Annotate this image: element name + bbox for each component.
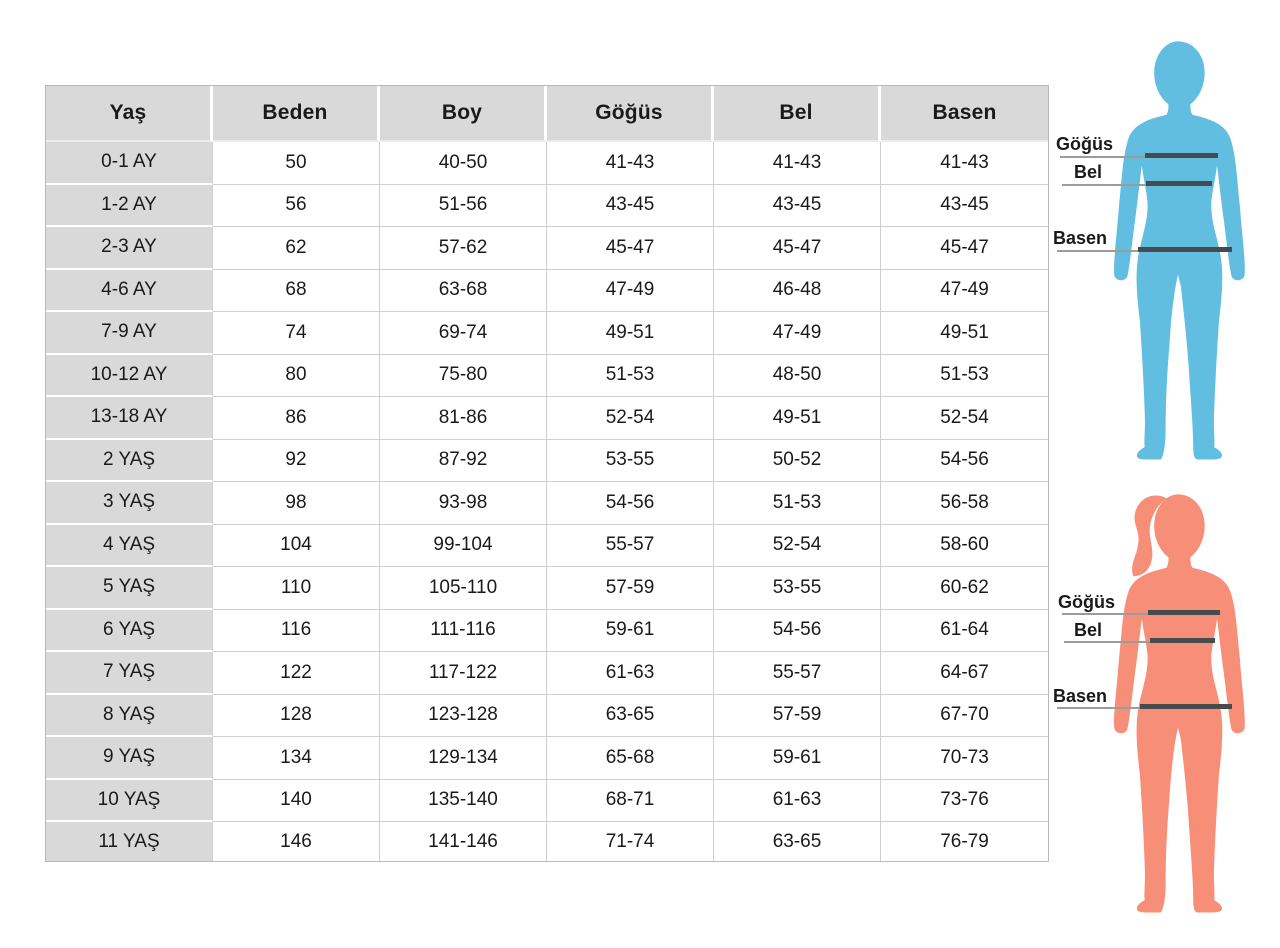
value-cell: 87-92 [380,440,547,483]
boy-chest-label: Göğüs [1056,134,1113,154]
table-row [46,610,1048,653]
table-row [46,355,1048,398]
value-cell: 58-60 [881,525,1048,568]
value-cell: 65-68 [547,737,714,780]
value-cell: 57-59 [547,567,714,610]
value-cell: 52-54 [714,525,881,568]
value-cell: 53-55 [714,567,881,610]
size-table-wrap [45,85,1049,862]
value-cell: 73-76 [881,780,1048,823]
value-cell: 55-57 [547,525,714,568]
row-header-cell: 4-6 AY [46,270,213,313]
value-cell: 41-43 [547,142,714,185]
value-cell: 61-63 [547,652,714,695]
girl-waist-label: Bel [1074,620,1103,640]
value-cell: 49-51 [881,312,1048,355]
column-header-4: Bel [714,86,881,142]
value-cell: 57-59 [714,695,881,738]
table-row [46,482,1048,525]
size-table-head [46,86,1048,142]
row-header-cell: 9 YAŞ [46,737,213,780]
value-cell: 62 [213,227,380,270]
value-cell: 63-65 [547,695,714,738]
value-cell: 41-43 [881,142,1048,185]
value-cell: 55-57 [714,652,881,695]
value-cell: 71-74 [547,822,714,861]
row-header-cell: 7 YAŞ [46,652,213,695]
column-header-1: Beden [213,86,380,142]
value-cell: 116 [213,610,380,653]
table-row [46,652,1048,695]
value-cell: 98 [213,482,380,525]
value-cell: 48-50 [714,355,881,398]
row-header-cell: 2 YAŞ [46,440,213,483]
row-header-cell: 1-2 AY [46,185,213,228]
girl-figure [1078,474,1278,932]
value-cell: 61-63 [714,780,881,823]
row-header-cell: 13-18 AY [46,397,213,440]
boy-hip-label: Basen [1053,228,1108,248]
value-cell: 51-53 [547,355,714,398]
girl-waist-line-thick [1150,638,1215,643]
value-cell: 134 [213,737,380,780]
value-cell: 56-58 [881,482,1048,525]
value-cell: 68-71 [547,780,714,823]
value-cell: 49-51 [714,397,881,440]
value-cell: 41-43 [714,142,881,185]
table-row [46,567,1048,610]
value-cell: 61-64 [881,610,1048,653]
value-cell: 76-79 [881,822,1048,861]
size-table [45,85,1049,862]
table-row [46,737,1048,780]
value-cell: 51-53 [714,482,881,525]
row-header-cell: 0-1 AY [46,142,213,185]
boy-waist-line-thick [1146,181,1212,186]
girl-hip-line-thick [1140,704,1232,709]
value-cell: 110 [213,567,380,610]
value-cell: 60-62 [881,567,1048,610]
row-header-cell: 3 YAŞ [46,482,213,525]
value-cell: 67-70 [881,695,1048,738]
value-cell: 140 [213,780,380,823]
row-header-cell: 11 YAŞ [46,822,213,861]
value-cell: 46-48 [714,270,881,313]
table-row [46,440,1048,483]
value-cell: 68 [213,270,380,313]
value-cell: 69-74 [380,312,547,355]
value-cell: 99-104 [380,525,547,568]
value-cell: 74 [213,312,380,355]
value-cell: 54-56 [714,610,881,653]
value-cell: 59-61 [714,737,881,780]
value-cell: 70-73 [881,737,1048,780]
value-cell: 43-45 [714,185,881,228]
value-cell: 123-128 [380,695,547,738]
column-header-2: Boy [380,86,547,142]
value-cell: 51-56 [380,185,547,228]
row-header-cell: 6 YAŞ [46,610,213,653]
value-cell: 117-122 [380,652,547,695]
column-header-5: Basen [881,86,1048,142]
value-cell: 141-146 [380,822,547,861]
boy-waist-label: Bel [1074,162,1103,182]
size-table-body [46,142,1048,861]
value-cell: 105-110 [380,567,547,610]
boy-hip-line-thick [1138,247,1232,252]
table-row [46,525,1048,568]
value-cell: 111-116 [380,610,547,653]
row-header-cell: 10 YAŞ [46,780,213,823]
table-row [46,270,1048,313]
value-cell: 45-47 [547,227,714,270]
row-header-cell: 4 YAŞ [46,525,213,568]
row-header-cell: 5 YAŞ [46,567,213,610]
boy-chest-line-thick [1145,153,1218,158]
value-cell: 81-86 [380,397,547,440]
value-cell: 63-65 [714,822,881,861]
value-cell: 128 [213,695,380,738]
row-header-cell: 7-9 AY [46,312,213,355]
row-header-cell: 10-12 AY [46,355,213,398]
value-cell: 47-49 [547,270,714,313]
value-cell: 54-56 [881,440,1048,483]
value-cell: 129-134 [380,737,547,780]
value-cell: 45-47 [881,227,1048,270]
table-row [46,695,1048,738]
row-header-cell: 8 YAŞ [46,695,213,738]
column-header-0: Yaş [46,86,213,142]
value-cell: 54-56 [547,482,714,525]
value-cell: 135-140 [380,780,547,823]
value-cell: 146 [213,822,380,861]
value-cell: 43-45 [547,185,714,228]
value-cell: 50 [213,142,380,185]
value-cell: 51-53 [881,355,1048,398]
table-row [46,397,1048,440]
value-cell: 53-55 [547,440,714,483]
value-cell: 59-61 [547,610,714,653]
value-cell: 47-49 [881,270,1048,313]
value-cell: 43-45 [881,185,1048,228]
girl-chest-line-thick [1148,610,1220,615]
table-row [46,227,1048,270]
value-cell: 92 [213,440,380,483]
table-row [46,185,1048,228]
value-cell: 40-50 [380,142,547,185]
row-header-cell: 2-3 AY [46,227,213,270]
value-cell: 122 [213,652,380,695]
size-table-header-row [46,86,1048,142]
value-cell: 64-67 [881,652,1048,695]
value-cell: 86 [213,397,380,440]
value-cell: 49-51 [547,312,714,355]
value-cell: 80 [213,355,380,398]
value-cell: 75-80 [380,355,547,398]
value-cell: 56 [213,185,380,228]
value-cell: 52-54 [881,397,1048,440]
value-cell: 93-98 [380,482,547,525]
girl-hip-label: Basen [1053,686,1108,706]
value-cell: 63-68 [380,270,547,313]
value-cell: 47-49 [714,312,881,355]
table-row [46,142,1048,185]
value-cell: 104 [213,525,380,568]
table-row [46,822,1048,861]
girl-chest-label: Göğüs [1058,592,1115,612]
value-cell: 57-62 [380,227,547,270]
value-cell: 50-52 [714,440,881,483]
table-row [46,780,1048,823]
table-row [46,312,1048,355]
column-header-3: Göğüs [547,86,714,142]
value-cell: 45-47 [714,227,881,270]
value-cell: 52-54 [547,397,714,440]
